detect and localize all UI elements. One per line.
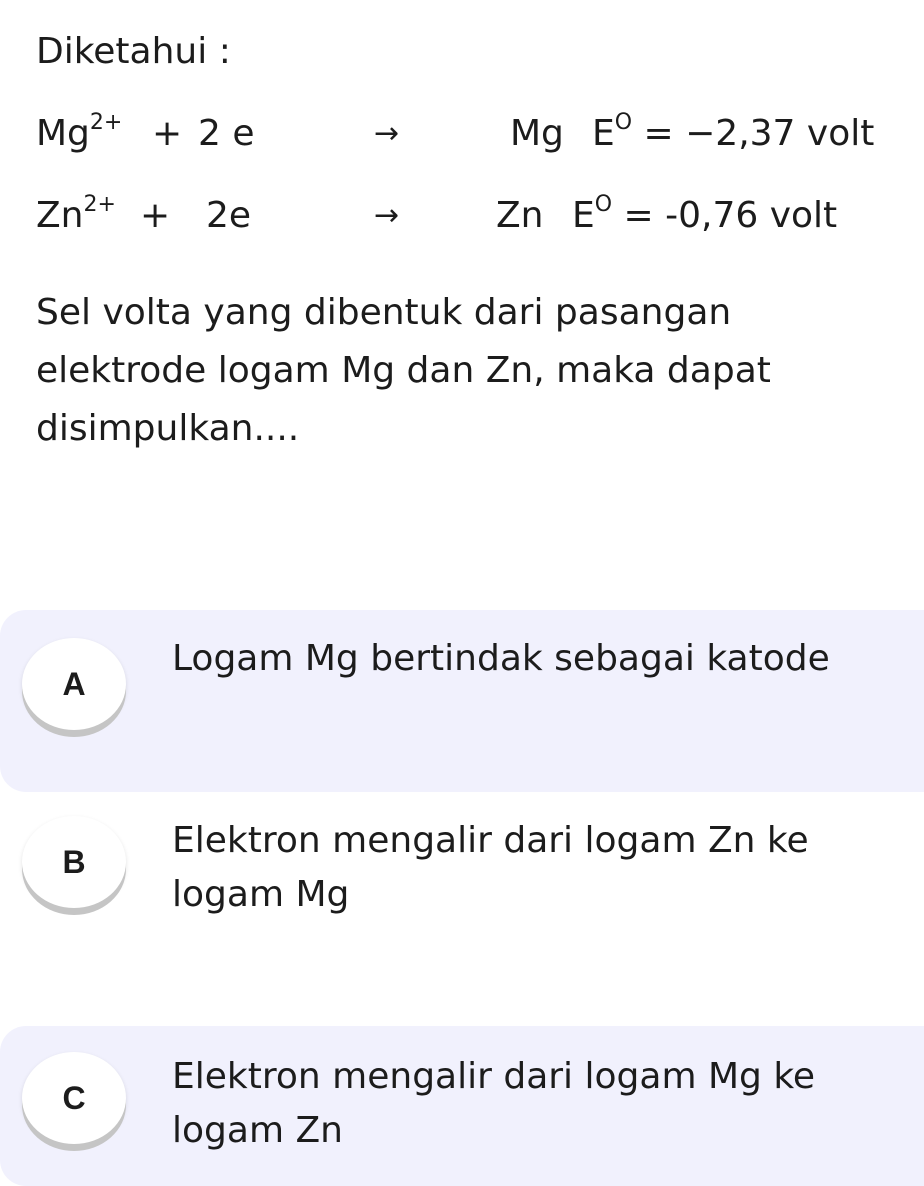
equation-electron: 2e <box>206 195 252 236</box>
equation-row-zn <box>36 188 896 244</box>
equation-row-mg <box>36 106 896 162</box>
option-text: Elektron mengalir dari logam Mg ke logam Zn <box>172 1056 816 1151</box>
equation-ion <box>36 106 122 162</box>
equation-potential <box>572 188 837 244</box>
question-stem: Sel volta yang dibentuk dari pasangan elektrode logam Mg dan Zn, maka dapat disimpulkan.... <box>36 292 771 449</box>
potential-degree: O <box>594 192 613 217</box>
equation-plus: + <box>152 113 183 154</box>
equation-product: Zn <box>496 195 544 236</box>
option-b[interactable] <box>0 792 924 1026</box>
option-text: Elektron mengalir dari logam Zn ke logam Mg <box>172 820 809 915</box>
reaction-arrow-icon: → <box>374 198 400 233</box>
potential-degree: O <box>614 110 633 135</box>
equation-electron: 2 e <box>198 113 255 154</box>
equation-product: Mg <box>510 113 564 154</box>
option-letter-badge[interactable]: B <box>22 816 126 908</box>
option-c[interactable] <box>0 1026 924 1186</box>
equation-ion <box>36 188 116 244</box>
option-a[interactable] <box>0 610 924 792</box>
equation-plus: + <box>140 195 171 236</box>
potential-symbol: E <box>572 195 595 236</box>
potential-value: = -0,76 volt <box>623 195 838 236</box>
option-letter-badge[interactable]: A <box>22 638 126 730</box>
ion-charge: 2+ <box>83 192 116 217</box>
question-intro: Diketahui : <box>36 31 231 72</box>
potential-value: = −2,37 volt <box>643 113 875 154</box>
option-letter-badge[interactable]: C <box>22 1052 126 1144</box>
ion-symbol: Mg <box>36 113 90 154</box>
equation-potential <box>592 106 874 162</box>
reaction-arrow-icon: → <box>374 116 400 151</box>
question-block <box>36 28 896 458</box>
ion-symbol: Zn <box>36 195 84 236</box>
option-text: Logam Mg bertindak sebagai katode <box>172 638 830 679</box>
ion-charge: 2+ <box>89 110 123 135</box>
potential-symbol: E <box>592 113 615 154</box>
